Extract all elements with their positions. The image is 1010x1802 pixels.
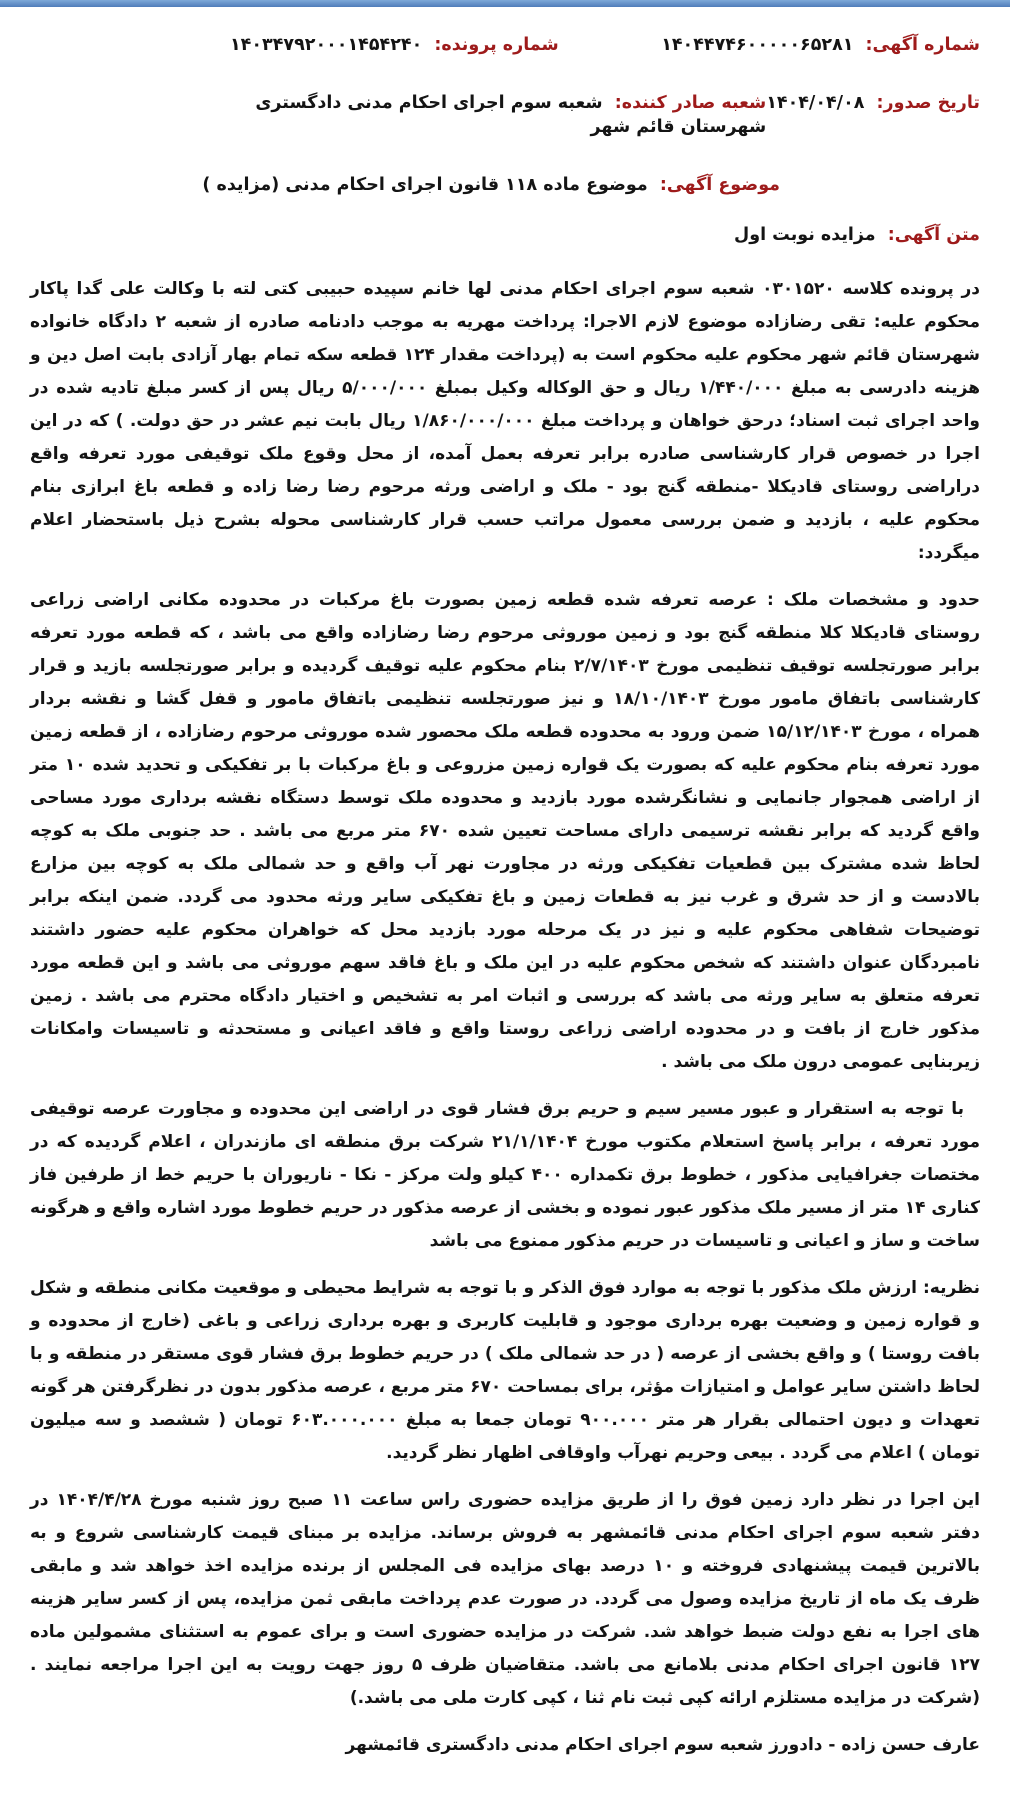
auction-notice-document xyxy=(0,7,1010,1802)
notice-text-field xyxy=(734,223,980,247)
notice-footer xyxy=(30,1729,980,1762)
issue-date-field xyxy=(766,91,980,115)
issuing-branch-label: شعبه صادر کننده: xyxy=(614,93,767,113)
header-row-3 xyxy=(30,173,980,197)
header-row-2 xyxy=(30,91,980,139)
case-number-field xyxy=(230,33,559,57)
notice-number-field xyxy=(661,33,980,57)
notice-header xyxy=(30,33,980,247)
case-number-value: ۱۴۰۳۴۷۹۲۰۰۰۱۴۵۴۲۴۰ xyxy=(230,35,423,55)
paragraph-auction-terms: این اجرا در نظر دارد زمین فوق را از طریق مزایده حضوری راس ساعت ۱۱ صبح روز شنبه مورخ ۱۴۰۴/۴/۲۸ در دفتر شعبه سوم اجرای احکام مدنی قائمشهر به فروش برساند. مزایده بر مبنای قیمت کارشناسی شروع و به بالاترین قیمت پیشنهادی فروخته و ۱۰ درصد بهای مزایده فی المجلس از برنده مزایده اخذ خواهد شد و مابقی ظرف یک ماه از تاریخ مزایده وصول می گردد. در صورت عدم پرداخت مابقی ثمن مزایده، پس از کسر سایر هزینه های اجرا به نفع دولت ضبط خواهد شد. شرکت در مزایده حضوری است و برای عموم به استثنای مشمولین ماده ۱۲۷ قانون اجرای احکام مدنی بلامانع می باشد. متقاضیان ظرف ۵ روز جهت رویت به این اجرا مراجعه نمایند . (شرکت در مزایده مستلزم ارائه کپی ثبت نام ثنا ، کپی کارت ملی می باشد.) xyxy=(30,1490,980,1708)
subject-field xyxy=(202,173,780,197)
header-row-4 xyxy=(30,223,980,247)
notice-number-label: شماره آگهی: xyxy=(865,35,980,55)
subject-value: موضوع ماده ۱۱۸ قانون اجرای احکام مدنی (مزایده ) xyxy=(202,175,648,195)
notice-body xyxy=(30,273,980,1715)
notice-number-value: ۱۴۰۴۴۷۴۶۰۰۰۰۰۶۵۲۸۱ xyxy=(661,35,854,55)
issue-date-label: تاریخ صدور: xyxy=(876,93,980,113)
top-border xyxy=(0,0,1010,7)
paragraph-power-line: با توجه به استقرار و عبور مسیر سیم و حریم برق فشار قوی در اراضی این محدوده و مجاورت عرصه توقیفی مورد تعرفه ، برابر پاسخ استعلام مکتوب مورخ ۲۱/۱/۱۴۰۴ شرکت برق منطقه ای مازندران ، اعلام گردیده که در مختصات جغرافیایی مذکور ، خطوط برق تکمداره ۴۰۰ کیلو ولت مرکز - نکا - ناریوران با حریم خط از طرفین فاز کناری ۱۴ متر از مسیر ملک مذکور عبور نموده و بخشی از عرصه مذکور در حریم خطوط مورد اشاره واقع و هرگونه ساخت و ساز و اعیانی و تاسیسات در حریم مذکور ممنوع می باشد xyxy=(30,1099,981,1251)
issuing-branch-value: شعبه سوم اجرای احکام مدنی دادگستری شهرستان قائم شهر xyxy=(255,93,767,137)
issue-date-value: ۱۴۰۴/۰۴/۰۸ xyxy=(766,93,865,113)
header-row-1 xyxy=(30,33,980,57)
subject-label: موضوع آگهی: xyxy=(659,175,780,195)
notice-text-label: متن آگهی: xyxy=(887,225,980,245)
notice-text-value: مزایده نوبت اول xyxy=(734,225,876,245)
signature: عارف حسن زاده - دادورز شعبه سوم اجرای احکام مدنی دادگستری قائمشهر xyxy=(345,1735,980,1755)
issuing-branch-field xyxy=(230,91,766,139)
case-number-label: شماره پرونده: xyxy=(434,35,559,55)
paragraph-property-description: حدود و مشخصات ملک : عرصه تعرفه شده قطعه زمین بصورت باغ مرکبات در محدوده مکانی اراضی زراعی روستای قادیکلا کلا منطقه گنج بود و زمین موروثی مرحوم رضا رضازاده واقع می باشد ، که قطعه مورد تعرفه برابر صورتجلسه توقیف تنظیمی مورخ ۲/۷/۱۴۰۳ بنام محکوم علیه توقیف گردیده و برابر صورتجلسه بازید و قرار کارشناسی باتفاق مامور مورخ ۱۸/۱۰/۱۴۰۳ و نیز صورتجلسه تنظیمی باتفاق مامور و قفل گشا و نقشه بردار همراه ، مورخ ۱۵/۱۲/۱۴۰۳ ضمن ورود به محدوده قطعه ملک محصور شده موروثی مرحوم رضازاده ، از قطعه زمین مورد تعرفه بنام محکوم علیه که بصورت یک قواره زمین مزروعی و باغ مرکبات با بر تفکیکی و تحدید شده ۱۰ متر از اراضی همجوار جانمایی و نشانگرشده مورد بازدید و محدوده ملک توسط دستگاه نقشه برداری مورد مساحی واقع گردید که برابر نقشه ترسیمی دارای مساحت تعیین شده ۶۷۰ متر مربع می باشد . حد جنوبی ملک به کوچه لحاظ شده مشترک بین قطعیات تفکیکی ورثه در مجاورت نهر آب واقع و حد شمالی ملک به کوچه بین مزارع بالادست و از حد شرق و غرب نیز به قطعات زمین و باغ تفکیکی سایر ورثه محدود می گردد. ضمن اینکه برابر توضیحات شفاهی محکوم علیه و نیز در یک مرحله مورد بازدید محل که خواهران محکوم علیه حضور داشتند نامبردگان عنوان داشتند که شخص محکوم علیه در این ملک و باغ فاقد سهم موروثی می باشد و این قطعه مورد تعرفه متعلق به سایر ورثه می باشد که بررسی و اثبات امر به تشخیص و اختیار دادگاه محترم می باشد . زمین مذکور خارج از بافت و در محدوده اراضی زراعی روستا واقع و فاقد اعیانی و مستحدثه و تاسیسات وامکانات زیربنایی عمومی درون ملک می باشد . xyxy=(30,590,980,1072)
paragraph-valuation: نظریه: ارزش ملک مذکور با توجه به موارد فوق الذکر و با توجه به شرایط محیطی و موقعیت مکانی منطقه و شکل و قواره زمین و وضعیت بهره برداری موجود و قابلیت کاربری و بهره برداری زراعی و باغی (خارج از محدوده و بافت روستا ) و واقع بخشی از عرصه ( در حد شمالی ملک ) در حریم خطوط برق فشار قوی مستقر در منطقه و با لحاظ داشتن سایر عوامل و امتیازات مؤثر، برای بمساحت ۶۷۰ متر مربع ، عرصه مذکور بدون در نظرگرفتن هر گونه تعهدات و دیون احتمالی بقرار هر متر ۹۰۰.۰۰۰ تومان جمعا به مبلغ ۶۰۳.۰۰۰.۰۰۰ تومان ( ششصد و سه میلیون تومان ) اعلام می گردد . بیعی وحریم نهرآب واوقافی اظهار نظر گردید. xyxy=(30,1278,981,1463)
paragraph-case-intro: در پرونده کلاسه ۰۳۰۱۵۲۰ شعبه سوم اجرای احکام مدنی لها خانم سپیده حبیبی کتی لته با وکالت علی گدا پاکار محکوم علیه: تقی رضازاده موضوع لازم الاجرا: پرداخت مهریه به موجب دادنامه صادره از شعبه ۲ دادگاه خانواده شهرستان قائم شهر محکوم علیه محکوم است به (پرداخت مقدار ۱۲۴ قطعه سکه تمام بهار آزادی بابت اصل دین و هزینه دادرسی به مبلغ ۱/۴۴۰/۰۰۰ ریال و حق الوکاله وکیل بمبلغ ۵/۰۰۰/۰۰۰ ریال پس از کسر مبلغ تادیه شده در واحد اجرای ثبت اسناد؛ درحق خواهان و پرداخت مبلغ ۱/۸۶۰/۰۰۰/۰۰۰ ریال بابت نیم عشر در حق دولت. ) که در این اجرا در خصوص قرار کارشناسی صادره برابر تعرفه بعمل آمده، از محل وقوع ملک توقیفی مورد تعرفه واقع دراراضی روستای قادیکلا -منطقه گنج بود - ملک و اراضی ورثه مرحوم رضا رضا زاده و قطعه باغ ابرازی بنام محکوم علیه ، بازدید و ضمن بررسی معمول مراتب حسب قرار کارشناسی محوله بشرح ذیل باستحضار اعلام میگردد: xyxy=(30,279,981,563)
